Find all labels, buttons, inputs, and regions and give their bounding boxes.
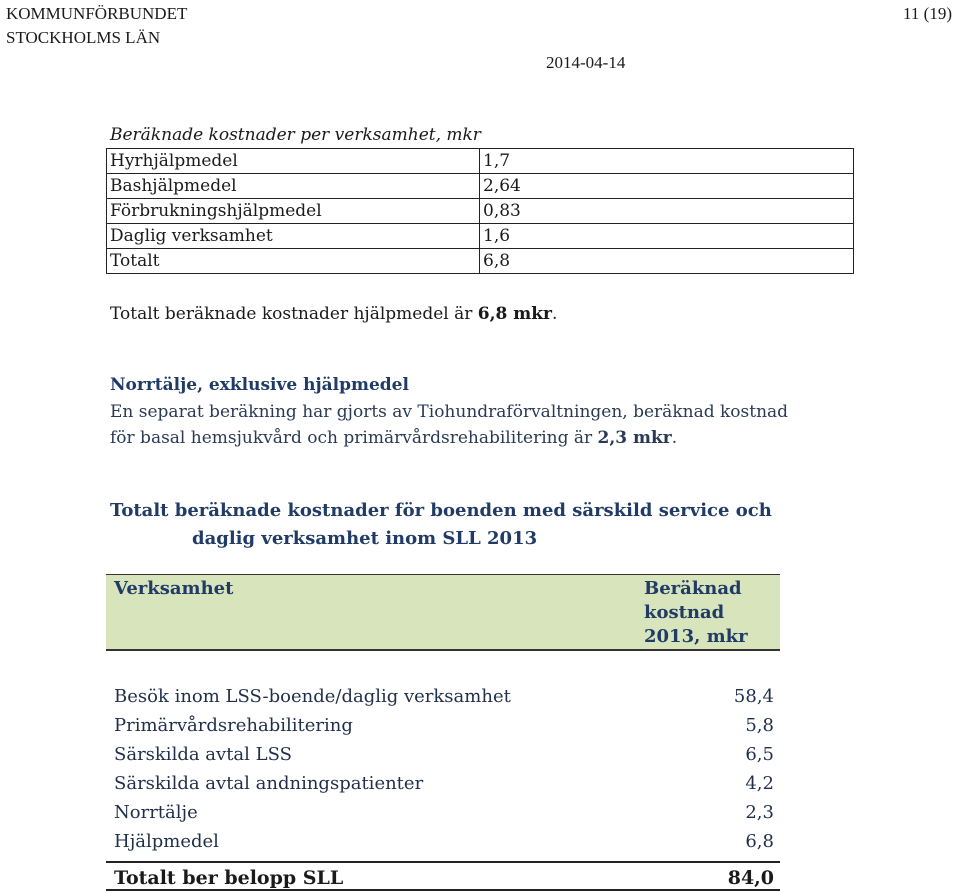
norrtalje-heading: Norrtälje, exklusive hjälpmedel	[110, 375, 409, 395]
table-cell-label: Förbrukningshjälpmedel	[107, 199, 480, 224]
summary-table-title-line-2: daglig verksamhet inom SLL 2013	[192, 528, 538, 549]
row-value: 2,3	[745, 802, 774, 823]
table-row	[107, 149, 854, 174]
org-line-2: STOCKHOLMS LÄN	[6, 28, 161, 47]
summary-table-body	[106, 682, 780, 856]
paragraph-bold-amount: 6,8 mkr	[477, 304, 553, 324]
total-value: 84,0	[727, 867, 774, 889]
row-label: Särskilda avtal LSS	[114, 744, 292, 765]
row-label: Besök inom LSS-boende/daglig verksamhet	[114, 686, 511, 707]
table-row	[106, 740, 780, 769]
column-header-cost-line-1: Beräknad	[644, 578, 742, 599]
table-row	[107, 224, 854, 249]
row-label: Norrtälje	[114, 802, 198, 823]
paragraph-line-2	[110, 425, 870, 451]
norrtalje-paragraph	[110, 399, 870, 451]
paragraph-end: .	[671, 428, 678, 448]
table-row	[106, 711, 780, 740]
paragraph-text: för basal hemsjukvård och primärvårdsrehabilitering är	[110, 428, 598, 448]
row-value: 5,8	[745, 715, 774, 736]
row-label: Primärvårdsrehabilitering	[114, 715, 353, 736]
row-value: 4,2	[745, 773, 774, 794]
table-row	[106, 827, 780, 856]
summary-table-title-line-1: Totalt beräknade kostnader för boenden med särskild service och	[110, 500, 772, 521]
column-header-activity: Verksamhet	[114, 578, 234, 599]
organization-name	[6, 2, 187, 50]
table-row	[107, 199, 854, 224]
table-row	[107, 249, 854, 274]
table-cell-value: 1,7	[480, 149, 854, 174]
paragraph-bold-amount: 2,3 mkr	[597, 428, 672, 448]
cost-table-caption: Beräknade kostnader per verksamhet, mkr	[110, 125, 481, 145]
table-cell-label: Hyrhjälpmedel	[107, 149, 480, 174]
table-cell-label: Totalt	[107, 249, 480, 274]
summary-total-row	[106, 861, 780, 891]
paragraph-text: Totalt beräknade kostnader hjälpmedel är	[110, 304, 478, 324]
cost-per-activity-table	[106, 148, 854, 274]
table-cell-label: Daglig verksamhet	[107, 224, 480, 249]
column-header-cost-line-2: kostnad	[644, 602, 725, 623]
column-header-cost	[644, 577, 774, 649]
table-cell-label: Bashjälpmedel	[107, 174, 480, 199]
paragraph-end: .	[552, 304, 558, 324]
table-cell-value: 1,6	[480, 224, 854, 249]
total-aids-paragraph	[110, 302, 557, 326]
column-header-cost-line-3: 2013, mkr	[644, 626, 748, 647]
org-line-1: KOMMUNFÖRBUNDET	[6, 4, 188, 23]
table-row	[106, 769, 780, 798]
row-value: 58,4	[733, 686, 774, 707]
table-cell-value: 6,8	[480, 249, 854, 274]
row-value: 6,5	[745, 744, 774, 765]
total-label: Totalt ber belopp SLL	[114, 867, 344, 889]
row-value: 6,8	[745, 831, 774, 852]
row-label: Särskilda avtal andningspatienter	[114, 773, 424, 794]
row-label: Hjälpmedel	[114, 831, 219, 852]
table-cell-value: 0,83	[480, 199, 854, 224]
table-row	[106, 682, 780, 711]
paragraph-line-1: En separat beräkning har gjorts av Tiohundraförvaltningen, beräknad kostnad	[110, 402, 789, 422]
document-date: 2014-04-14	[546, 53, 626, 72]
summary-table-header	[106, 574, 780, 651]
table-row	[107, 174, 854, 199]
page-number: 11 (19)	[903, 4, 952, 23]
table-row	[106, 798, 780, 827]
table-cell-value: 2,64	[480, 174, 854, 199]
